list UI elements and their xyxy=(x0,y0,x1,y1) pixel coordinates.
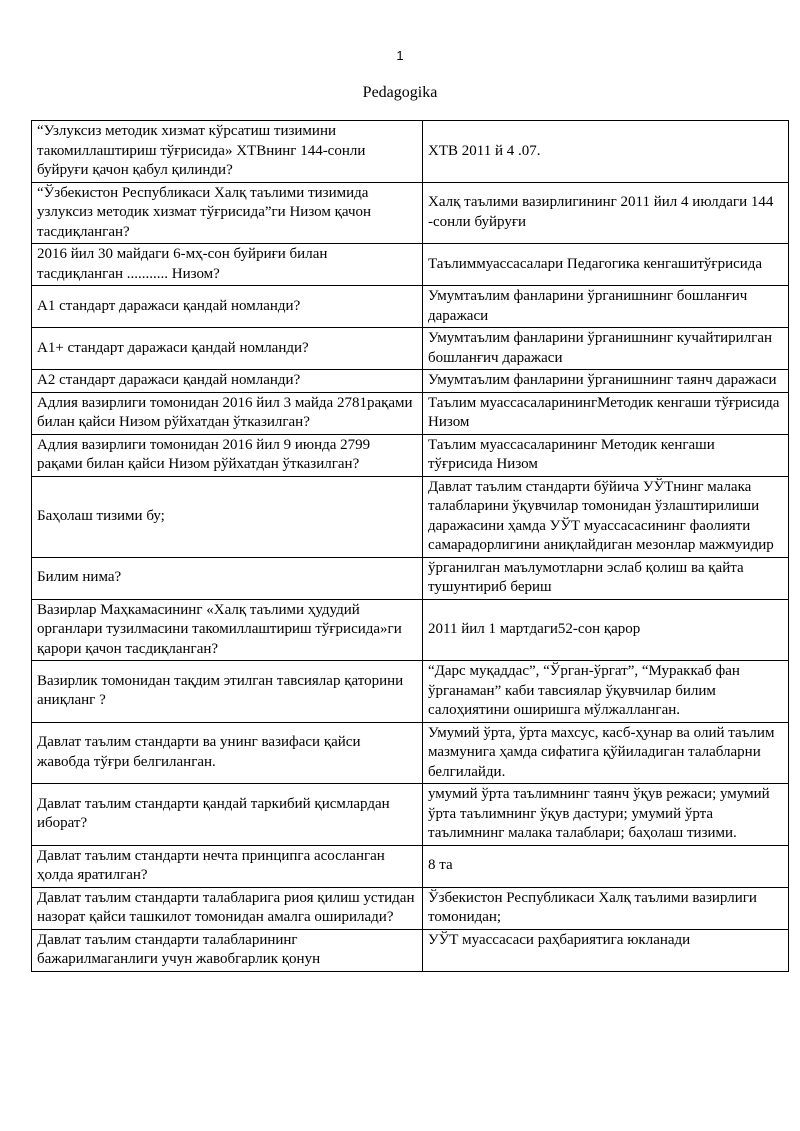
answer-cell: Умумий ўрта, ўрта махсус, касб-ҳунар ва олий таълим мазмунига ҳамда сифатига қўйиладиган талабларни белгилайди. xyxy=(423,722,789,784)
question-cell: А2 стандарт даражаси қандай номланди? xyxy=(32,370,423,393)
answer-cell: Давлат таълим стандарти бўйича УЎТнинг малака талабларини ўқувчилар томонидан ўзлаштирилиши даражасини ҳамда УЎТ муассасасининг фаолияти самарадорлигини аниқлайдиган мезонлар мажмуидир xyxy=(423,476,789,557)
answer-cell: “Дарс муқаддас”, “Ўрган-ўргат”, “Мураккаб фан ўрганаман” каби тавсиялар ўқувчилар билим салоҳиятини оширишга мўлжалланган. xyxy=(423,661,789,723)
page-number: 1 xyxy=(396,48,404,63)
answer-cell: УЎТ муассасаси раҳбариятига юкланади xyxy=(423,929,789,971)
answer-cell: ўрганилган маълумотларни эслаб қолиш ва қайта тушунтириб бериш xyxy=(423,557,789,599)
table-row xyxy=(32,182,789,244)
table-row xyxy=(32,244,789,286)
table-row xyxy=(32,370,789,393)
question-answer-table xyxy=(31,120,789,972)
answer-cell: Умумтаълим фанларини ўрганишнинг кучайтирилган бошланғич даражаси xyxy=(423,328,789,370)
question-cell: “Ўзбекистон Республикаси Халқ таълими тизимида узлуксиз методик хизмат тўғрисида”ги Низом қачон тасдиқланган? xyxy=(32,182,423,244)
answer-cell: умумий ўрта таълимнинг таянч ўқув режаси; умумий ўрта таълимнинг ўқув дастури; умумий ўрта таълимнинг малака талаблари; баҳолаш тизими. xyxy=(423,784,789,846)
answer-cell: Таълим муассасаларинингМетодик кенгаши тўғрисида Низом xyxy=(423,392,789,434)
question-cell: А1+ стандарт даражаси қандай номланди? xyxy=(32,328,423,370)
table-row xyxy=(32,434,789,476)
answer-cell: 2011 йил 1 мартдаги52-сон қарор xyxy=(423,599,789,661)
question-cell: Давлат таълим стандарти қандай таркибий қисмлардан иборат? xyxy=(32,784,423,846)
answer-cell: ХТВ 2011 й 4 .07. xyxy=(423,121,789,183)
table-row xyxy=(32,328,789,370)
table-row xyxy=(32,845,789,887)
answer-cell: Умумтаълим фанларини ўрганишнинг бошланғич даражаси xyxy=(423,286,789,328)
table-row xyxy=(32,661,789,723)
table-row xyxy=(32,929,789,971)
question-cell: Билим нима? xyxy=(32,557,423,599)
question-cell: “Узлуксиз методик хизмат кўрсатиш тизимини такомиллаштириш тўғрисида» ХТВнинг 144-сонли буйруғи қачон қабул қилинди? xyxy=(32,121,423,183)
table-row xyxy=(32,121,789,183)
answer-cell: 8 та xyxy=(423,845,789,887)
question-cell: Вазирлар Маҳкамасининг «Халқ таълими ҳудудий органлари тузилмасини такомиллаштириш тўғрисида»ги қарори қачон тасдиқланган? xyxy=(32,599,423,661)
question-cell: 2016 йил 30 майдаги 6-мҳ-сон буйриғи билан тасдиқланган ........... Низом? xyxy=(32,244,423,286)
question-cell: Давлат таълим стандарти нечта принципга асосланган ҳолда яратилган? xyxy=(32,845,423,887)
table-row xyxy=(32,722,789,784)
question-cell: Адлия вазирлиги томонидан 2016 йил 9 июнда 2799 рақами билан қайси Низом рўйхатдан ўтказилган? xyxy=(32,434,423,476)
question-cell: Давлат таълим стандарти талабларининг бажарилмаганлиги учун жавобгарлик қонун xyxy=(32,929,423,971)
table-row xyxy=(32,476,789,557)
table-row xyxy=(32,887,789,929)
answer-cell: Таълим муассасаларининг Методик кенгаши тўғрисида Низом xyxy=(423,434,789,476)
answer-cell: Таълиммуассасалари Педагогика кенгашитўғрисида xyxy=(423,244,789,286)
question-cell: Давлат таълим стандарти ва унинг вазифаси қайси жавобда тўғри белгиланган. xyxy=(32,722,423,784)
table-row xyxy=(32,286,789,328)
table-row xyxy=(32,557,789,599)
question-cell: Адлия вазирлиги томонидан 2016 йил 3 майда 2781рақами билан қайси Низом рўйхатдан ўтказилган? xyxy=(32,392,423,434)
answer-cell: Ўзбекистон Республикаси Халқ таълими вазирлиги томонидан; xyxy=(423,887,789,929)
question-cell: Вазирлик томонидан тақдим этилган тавсиялар қаторини аниқланг ? xyxy=(32,661,423,723)
question-cell: Давлат таълим стандарти талабларига риоя қилиш устидан назорат қайси ташкилот томонидан амалга оширилади? xyxy=(32,887,423,929)
document-title: Pedagogika xyxy=(362,84,438,101)
question-cell: А1 стандарт даражаси қандай номланди? xyxy=(32,286,423,328)
table-row xyxy=(32,599,789,661)
table-row xyxy=(32,784,789,846)
table-row xyxy=(32,392,789,434)
table-body xyxy=(32,121,789,972)
answer-cell: Халқ таълими вазирлигининг 2011 йил 4 июлдаги 144 -сонли буйруғи xyxy=(423,182,789,244)
question-cell: Баҳолаш тизими бу; xyxy=(32,476,423,557)
answer-cell: Умумтаълим фанларини ўрганишнинг таянч даражаси xyxy=(423,370,789,393)
